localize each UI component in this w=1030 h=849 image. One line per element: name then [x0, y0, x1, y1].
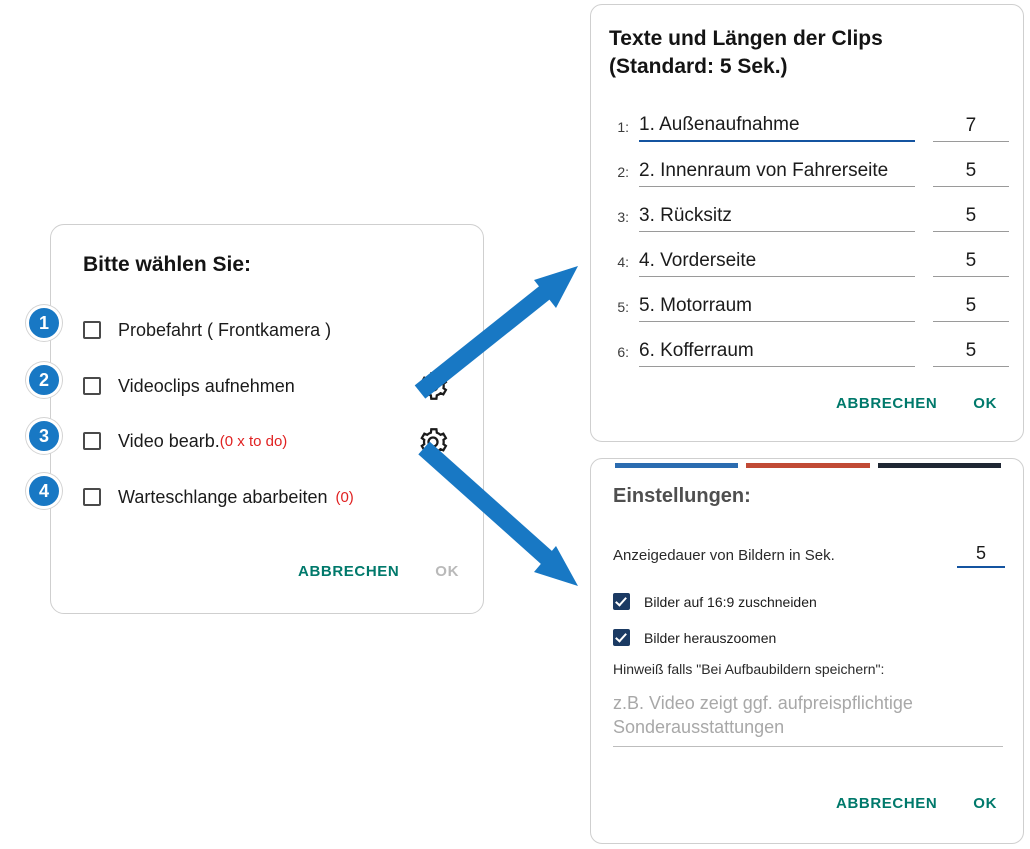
- clip-row[interactable]: [609, 277, 1009, 322]
- option-note-video-bearbeiten: (0 x to do): [219, 432, 288, 450]
- option-row-crop-169[interactable]: [613, 593, 817, 610]
- settings-dialog-title: Einstellungen:: [613, 485, 751, 507]
- gear-icon-videoclips[interactable]: [416, 369, 450, 403]
- choice-dialog-title: Bitte wählen Sie:: [83, 253, 252, 276]
- checkbox-zoom-out[interactable]: [613, 629, 630, 646]
- option-row-warteschlange[interactable]: [83, 484, 354, 510]
- clip-text-input[interactable]: 6. Kofferraum: [639, 340, 915, 367]
- clip-index: 3:: [617, 209, 629, 225]
- clip-row[interactable]: [609, 142, 1009, 187]
- checkbox-crop-169[interactable]: [613, 593, 630, 610]
- option-label-video-bearbeiten: Video bearb.: [118, 430, 220, 451]
- clip-index: 2:: [617, 164, 629, 180]
- cancel-button[interactable]: ABBRECHEN: [298, 563, 400, 580]
- clip-length-input[interactable]: 5: [933, 160, 1009, 187]
- option-row-video-bearbeiten[interactable]: [83, 428, 287, 454]
- clip-row[interactable]: [609, 97, 1009, 142]
- step-badge-3: 3: [26, 418, 62, 454]
- clip-length-input[interactable]: 5: [933, 250, 1009, 277]
- clips-list: [609, 97, 1009, 367]
- clip-row[interactable]: [609, 322, 1009, 367]
- clip-index: 5:: [617, 299, 629, 315]
- cancel-button[interactable]: ABBRECHEN: [836, 395, 938, 412]
- option-row-probefahrt[interactable]: [83, 317, 331, 343]
- color-bar-red: [746, 463, 869, 468]
- hint-label: Hinweiß falls "Bei Aufbaubildern speichern":: [613, 661, 885, 677]
- option-note-warteschlange: (0): [335, 488, 354, 506]
- step-badge-4: 4: [26, 473, 62, 509]
- choice-dialog: [50, 224, 484, 614]
- clip-index: 6:: [617, 344, 629, 360]
- step-badge-1: 1: [26, 305, 62, 341]
- duration-input[interactable]: 5: [957, 543, 1005, 568]
- settings-dialog: [590, 458, 1024, 844]
- gear-icon-einstellungen[interactable]: [416, 425, 450, 459]
- hint-input[interactable]: z.B. Video zeigt ggf. aufpreispflichtige Sonderausstattungen: [613, 691, 1003, 747]
- color-bar-blue: [615, 463, 738, 468]
- clips-dialog: [590, 4, 1024, 442]
- clip-length-input[interactable]: 7: [933, 115, 1009, 142]
- cancel-button[interactable]: ABBRECHEN: [836, 795, 938, 812]
- option-row-zoom-out[interactable]: [613, 629, 776, 646]
- option-row-videoclips[interactable]: [83, 373, 295, 399]
- clip-length-input[interactable]: 5: [933, 205, 1009, 232]
- clip-row[interactable]: [609, 187, 1009, 232]
- checkbox-probefahrt[interactable]: [83, 321, 101, 339]
- option-label-crop-169: Bilder auf 16:9 zuschneiden: [644, 593, 817, 610]
- color-bar-dark: [878, 463, 1001, 468]
- checkbox-warteschlange[interactable]: [83, 488, 101, 506]
- option-label-probefahrt: Probefahrt ( Frontkamera ): [118, 319, 332, 340]
- duration-label: Anzeigedauer von Bildern in Sek.: [613, 547, 835, 564]
- clip-length-input[interactable]: 5: [933, 340, 1009, 367]
- option-label-zoom-out: Bilder herauszoomen: [644, 629, 777, 646]
- clip-row[interactable]: [609, 232, 1009, 277]
- clip-text-input[interactable]: 5. Motorraum: [639, 295, 915, 322]
- clips-dialog-actions: [836, 395, 997, 412]
- clip-index: 1:: [617, 119, 629, 135]
- settings-top-color-bars: [615, 463, 1001, 468]
- checkbox-videoclips[interactable]: [83, 377, 101, 395]
- choice-dialog-actions: [298, 563, 459, 580]
- duration-row: [613, 543, 1005, 568]
- clip-text-input[interactable]: 4. Vorderseite: [639, 250, 915, 277]
- ok-button[interactable]: OK: [973, 795, 997, 812]
- clip-length-input[interactable]: 5: [933, 295, 1009, 322]
- option-label-warteschlange: Warteschlange abarbeiten: [118, 486, 328, 507]
- option-label-videoclips: Videoclips aufnehmen: [118, 375, 295, 396]
- clip-index: 4:: [617, 254, 629, 270]
- checkbox-video-bearbeiten[interactable]: [83, 432, 101, 450]
- clips-dialog-title: Texte und Längen der Clips (Standard: 5 Sek.): [609, 27, 883, 79]
- ok-button[interactable]: OK: [973, 395, 997, 412]
- settings-dialog-actions: [836, 795, 997, 812]
- step-badge-2: 2: [26, 362, 62, 398]
- clip-text-input[interactable]: 2. Innenraum von Fahrerseite: [639, 160, 915, 187]
- ok-button[interactable]: OK: [435, 563, 459, 580]
- clip-text-input[interactable]: 3. Rücksitz: [639, 205, 915, 232]
- clip-text-input[interactable]: 1. Außenaufnahme: [639, 114, 915, 142]
